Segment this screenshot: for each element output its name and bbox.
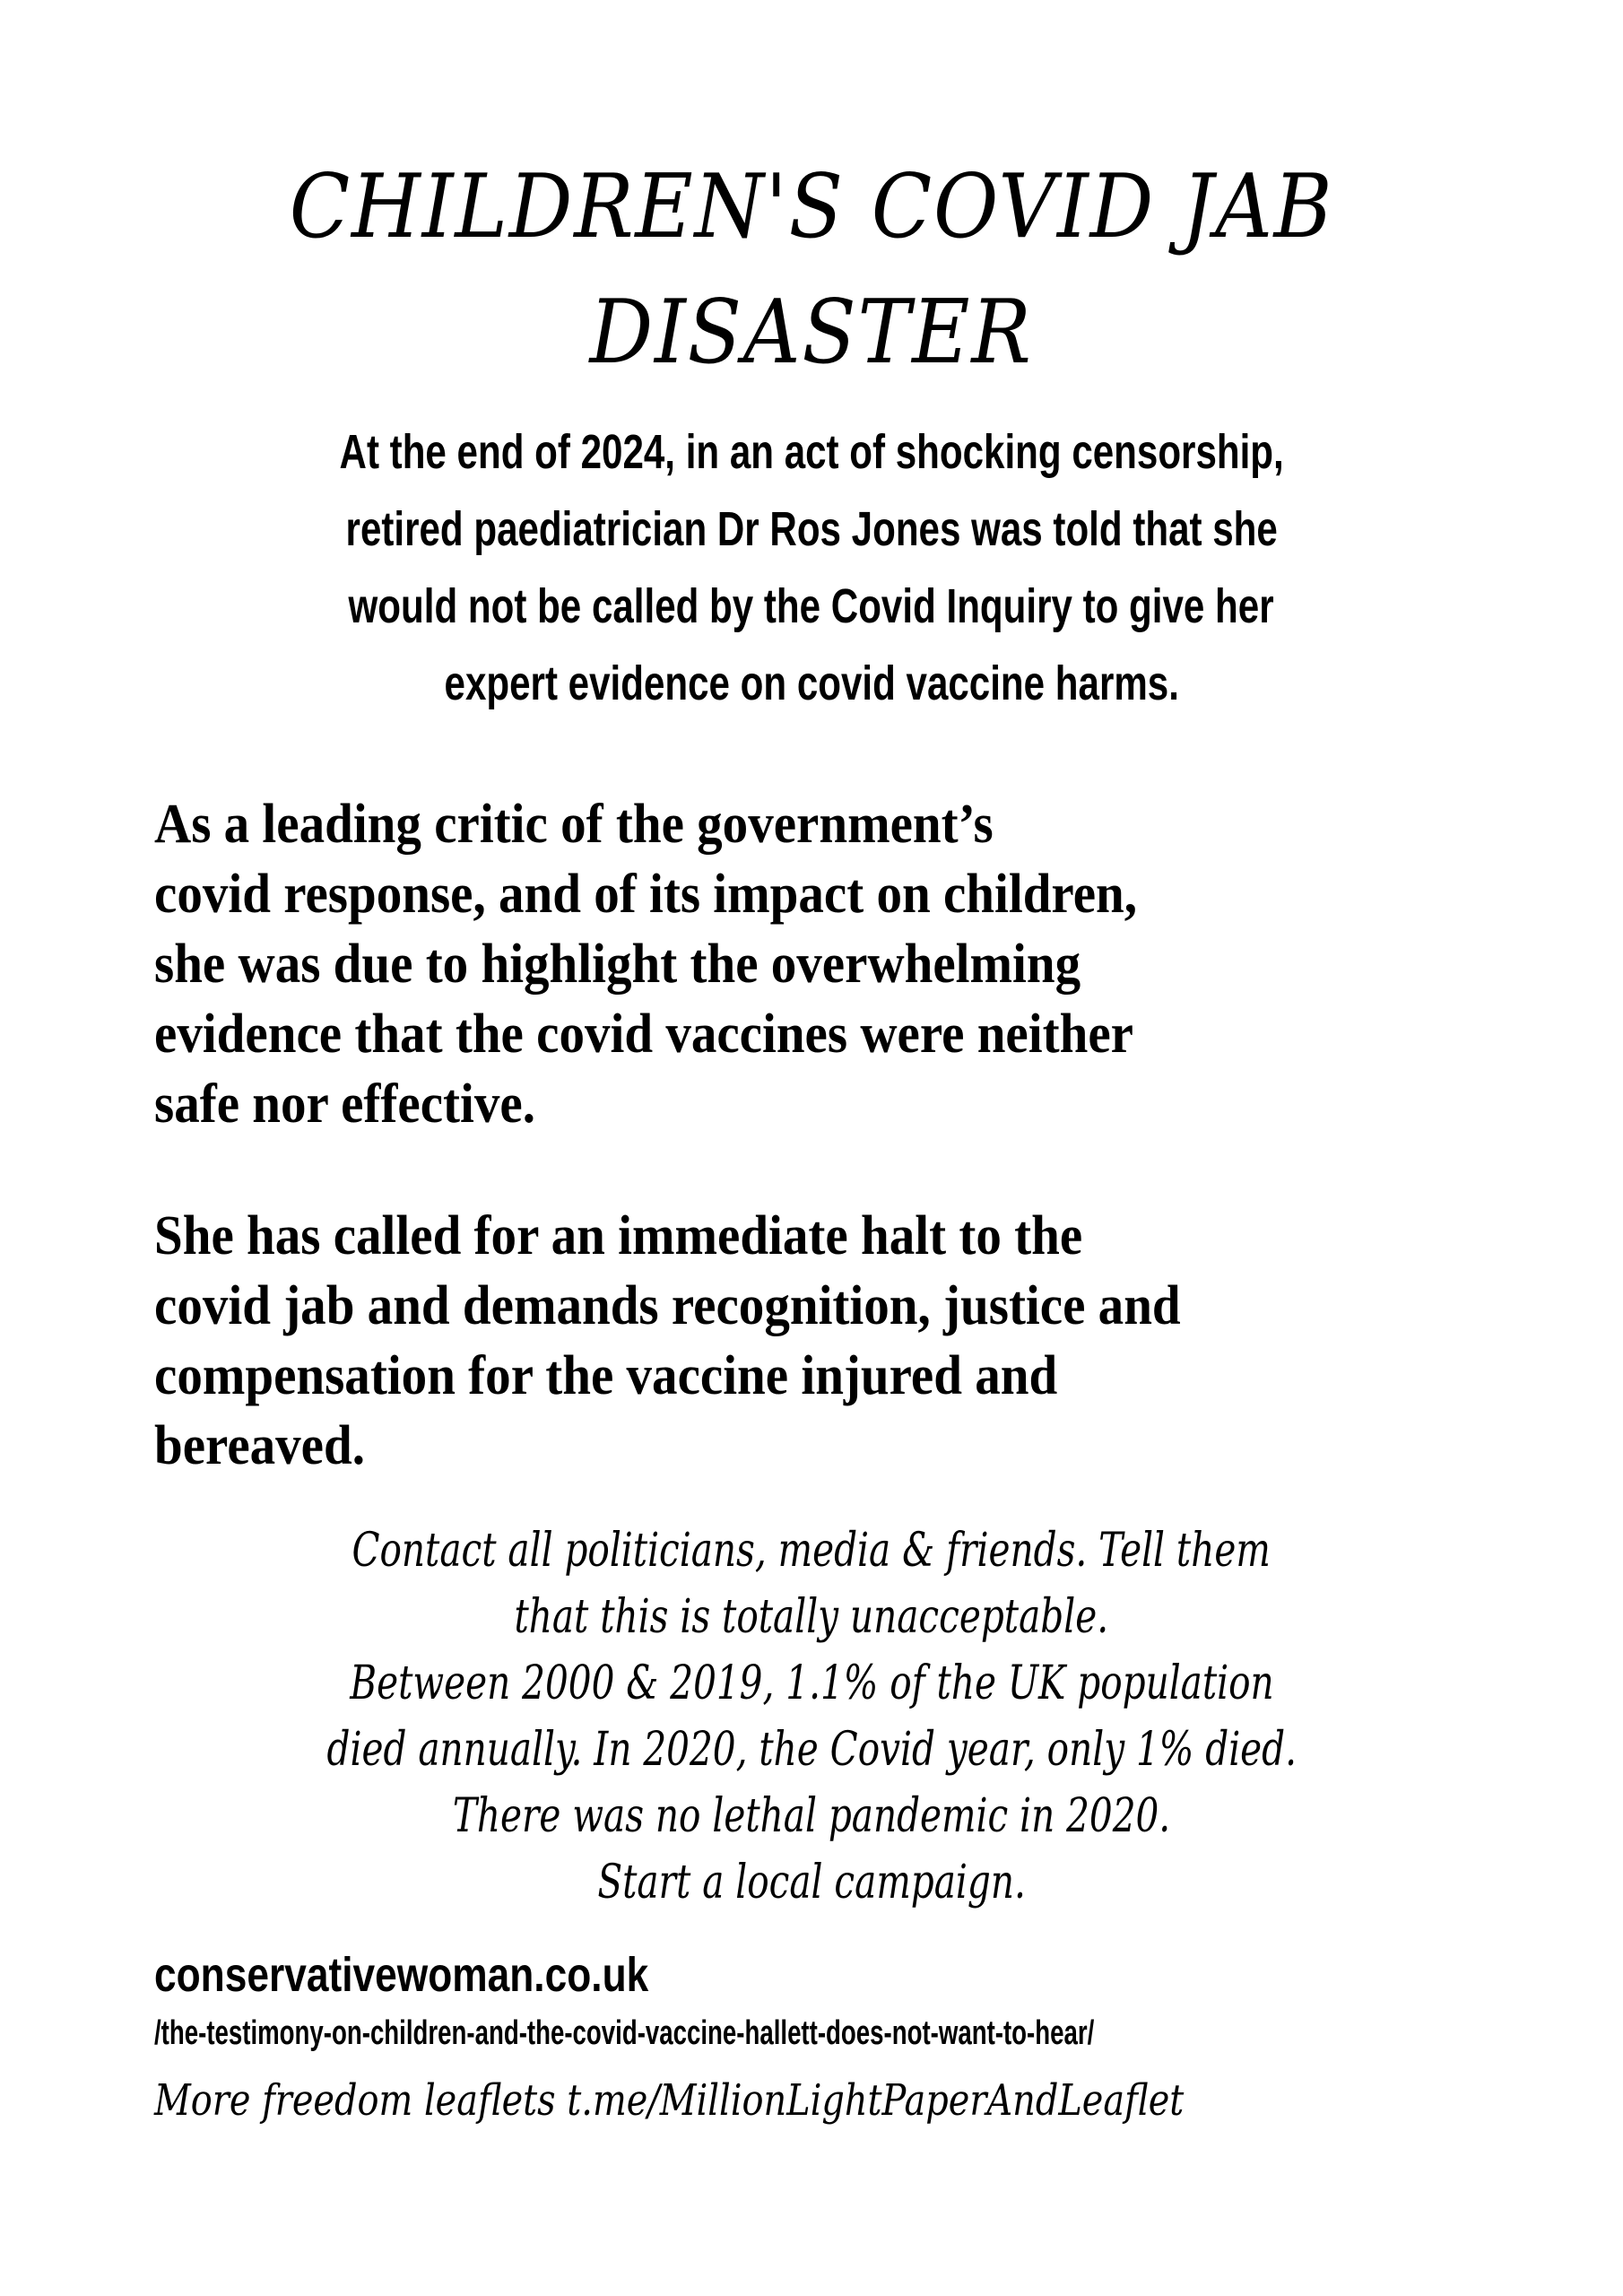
paragraph-1-line: she was due to highlight the overwhelming	[154, 934, 1081, 995]
paragraph-2-line: She has called for an immediate halt to the	[154, 1205, 1083, 1266]
title-line-2	[0, 282, 1623, 384]
telegram-link[interactable]: t.me/MillionLightPaperAndLeaflet	[567, 2075, 1185, 2126]
paragraph-1-line: covid response, and of its impact on children,	[154, 864, 1138, 925]
paragraph-2-line: bereaved.	[154, 1415, 365, 1476]
cta-text: Contact all politicians, media & friends. Tell them	[352, 1524, 1271, 1578]
paragraph-1-line: As a leading critic of the government’s	[154, 794, 994, 855]
cta-text: that this is totally unacceptable.	[514, 1590, 1109, 1644]
title-line-1	[0, 156, 1623, 258]
title-text: CHILDREN'S COVID JAB	[289, 156, 1334, 258]
call-to-action-line	[0, 1590, 1623, 1644]
intro-line	[0, 579, 1623, 633]
intro-text: At the end of 2024, in an act of shocking censorship,	[339, 425, 1284, 479]
cta-text: died annually. In 2020, the Covid year, only 1% died.	[326, 1723, 1297, 1777]
intro-text: would not be called by the Covid Inquiry to give her	[348, 579, 1275, 633]
source-site-link[interactable]: conservativewoman.co.uk	[154, 1948, 649, 2002]
intro-line	[0, 425, 1623, 479]
source-path-link[interactable]: /the-testimony-on-children-and-the-covid-vaccine-hallett-does-not-want-to-hear/	[154, 2014, 1095, 2052]
paragraph-1-line: evidence that the covid vaccines were neither	[154, 1004, 1133, 1065]
call-to-action-line	[0, 1657, 1623, 1710]
title-text: DISASTER	[589, 282, 1034, 384]
more-leaflets-label: More freedom leaflets	[154, 2075, 556, 2126]
intro-line	[0, 502, 1623, 556]
call-to-action-line	[0, 1723, 1623, 1777]
intro-text: expert evidence on covid vaccine harms.	[444, 657, 1179, 710]
call-to-action-line	[0, 1856, 1623, 1909]
paragraph-2-line: covid jab and demands recognition, justice and	[154, 1275, 1181, 1336]
cta-text: Start a local campaign.	[597, 1856, 1026, 1909]
paragraph-2-line: compensation for the vaccine injured and	[154, 1345, 1058, 1406]
intro-text: retired paediatrician Dr Ros Jones was told that she	[345, 502, 1278, 556]
intro-line	[0, 659, 1623, 708]
call-to-action-line	[0, 1524, 1623, 1578]
paragraph-1-line: safe nor effective.	[154, 1074, 535, 1135]
cta-text: Between 2000 & 2019, 1.1% of the UK population	[349, 1657, 1274, 1710]
call-to-action-line	[0, 1789, 1623, 1843]
footer-line	[154, 2075, 1185, 2126]
cta-text: There was no lethal pandemic in 2020.	[452, 1789, 1171, 1843]
